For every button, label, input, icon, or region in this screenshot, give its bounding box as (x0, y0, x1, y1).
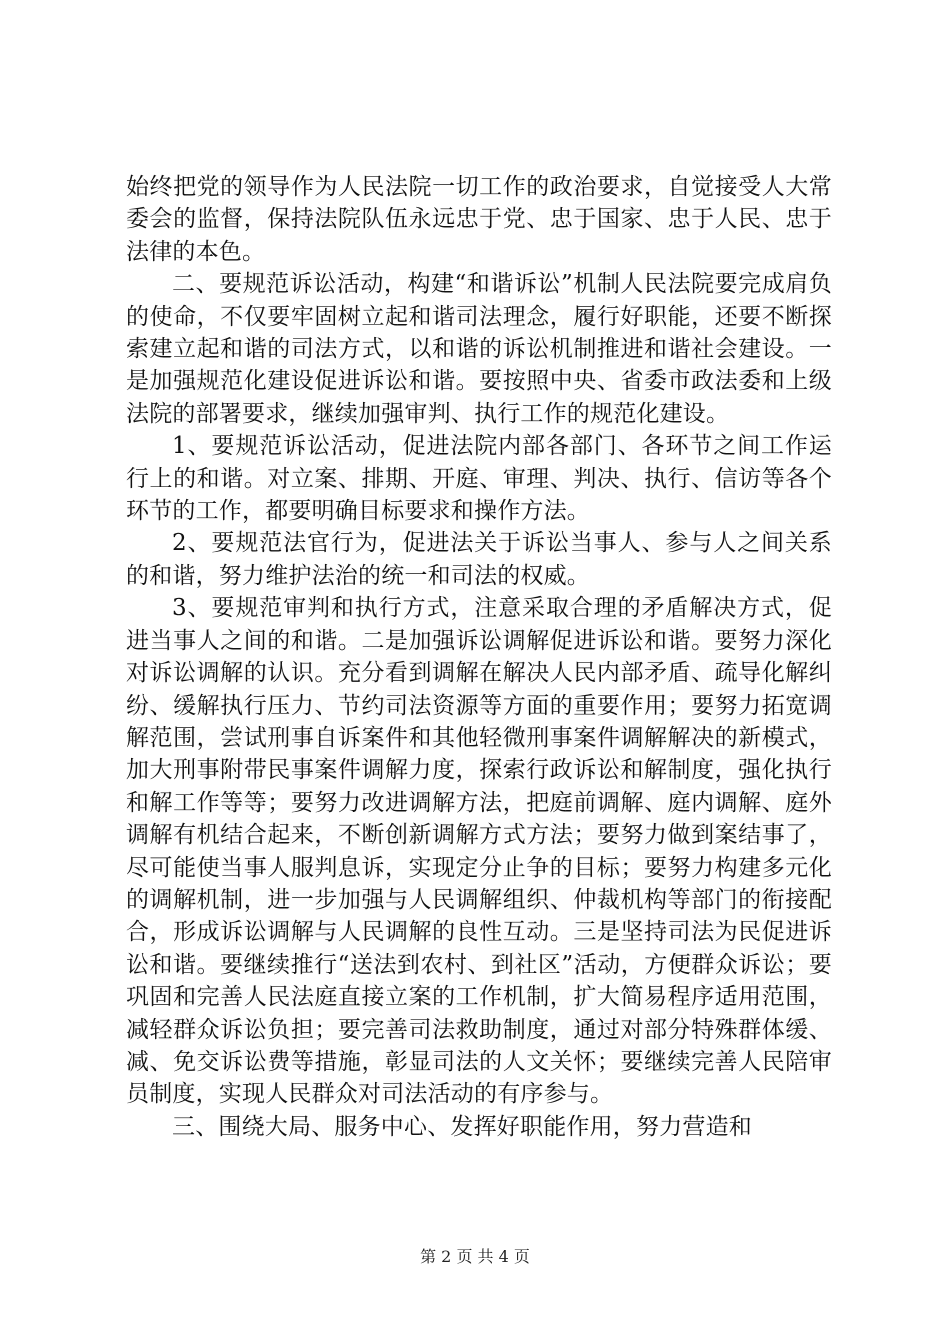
paragraph-5: 3、要规范审判和执行方式，注意采取合理的矛盾解决方式，促进当事人之间的和谐。二是加强诉讼调解促进诉讼和谐。要努力深化对诉讼调解的认识。充分看到调解在解决人民内部矛盾、疏导化解纠纷、缓解执行压力、节约司法资源等方面的重要作用；要努力拓宽调解范围，尝试刑事自诉案件和其他轻微刑事案件调解解决的新模式，加大刑事附带民事案件调解力度，探索行政诉讼和解制度，强化执行和解工作等等；要努力改进调解方法，把庭前调解、庭内调解、庭外调解有机结合起来，不断创新调解方式方法；要努力做到案结事了，尽可能使当事人服判息诉，实现定分止争的目标；要努力构建多元化的调解机制，进一步加强与人民调解组织、仲裁机构等部门的衔接配合，形成诉讼调解与人民调解的良性互动。三是坚持司法为民促进诉讼和谐。要继续推行“送法到农村、到社区”活动，方便群众诉讼；要巩固和完善人民法庭直接立案的工作机制，扩大简易程序适用范围，减轻群众诉讼负担；要完善司法救助制度，通过对部分特殊群体缓、减、免交诉讼费等措施，彰显司法的人文关怀；要继续完善人民陪审员制度，实现人民群众对司法活动的有序参与。 (126, 595, 832, 1108)
document-body (126, 171, 832, 1143)
paragraph-3: 1、要规范诉讼活动，促进法院内部各部门、各环节之间工作运行上的和谐。对立案、排期、开庭、审理、判决、执行、信访等各个环节的工作，都要明确目标要求和操作方法。 (126, 433, 832, 525)
page-number-footer: 第 2 页 共 4 页 (420, 1247, 530, 1266)
paragraph-4: 2、要规范法官行为，促进法关于诉讼当事人、参与人之间关系的和谐，努力维护法治的统一和司法的权威。 (126, 530, 832, 589)
paragraph-1: 始终把党的领导作为人民法院一切工作的政治要求，自觉接受人大常委会的监督，保持法院队伍永远忠于党、忠于国家、忠于人民、忠于法律的本色。 (126, 174, 832, 265)
paragraph-2: 二、要规范诉讼活动，构建“和谐诉讼”机制人民法院要完成肩负的使命，不仅要牢固树立起和谐司法理念，履行好职能，还要不断探索建立起和谐的司法方式，以和谐的诉讼机制推进和谐社会建设。一是加强规范化建设促进诉讼和谐。要按照中央、省委市政法委和上级法院的部署要求，继续加强审判、执行工作的规范化建设。 (126, 271, 832, 427)
paragraph-6: 三、围绕大局、服务中心、发挥好职能作用，努力营造和 (172, 1113, 752, 1140)
